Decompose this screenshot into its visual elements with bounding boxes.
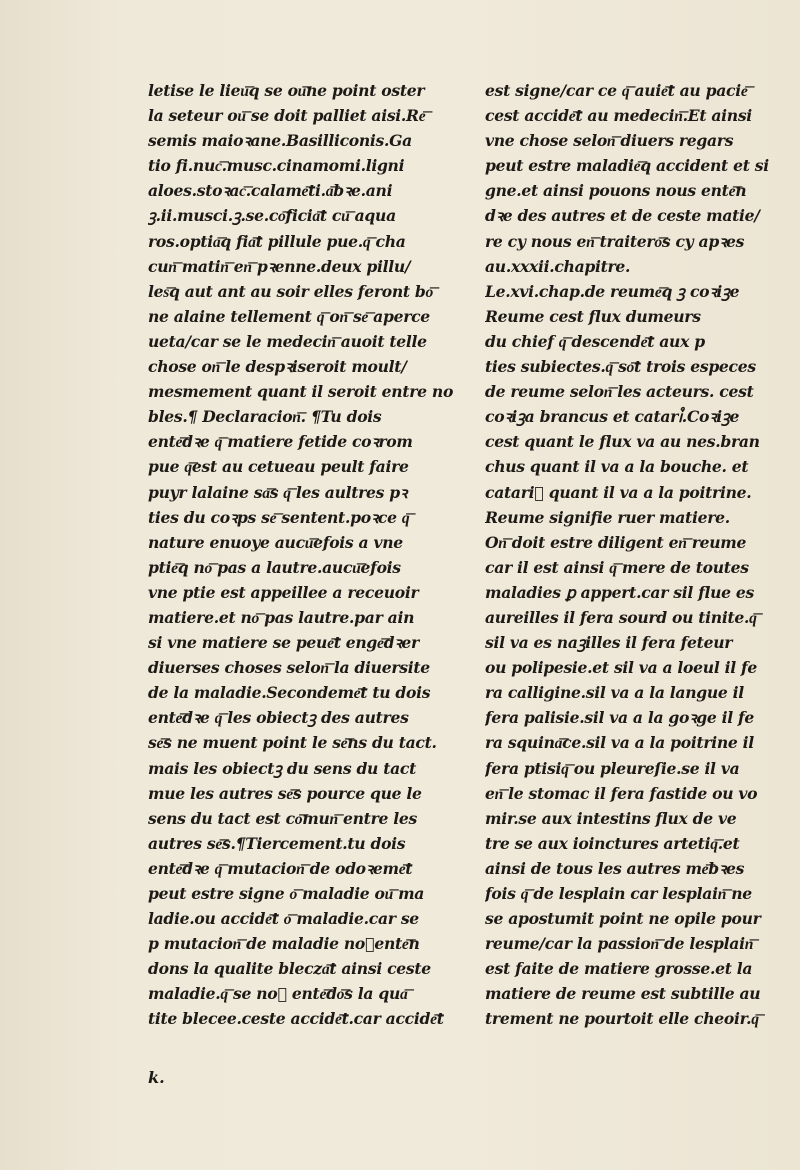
text-line: les͞q aut ant au soir elles feront bo͞: [148, 281, 434, 301]
text-line: dons la qualite blecza͞t ainsi ceste: [148, 959, 431, 979]
text-line: est signe/car ce q͞ auie͞t au pacie͞: [485, 81, 748, 100]
text-line: ente͞dꝛe q͞ matiere fetide coꝛrom: [148, 432, 413, 452]
text-line: ties subiectes.q͞ so͞t trois especes: [485, 357, 756, 377]
text-line: en͞ le stomac il fera fastide ou vo: [485, 783, 758, 803]
text-line: vne chose selon͞ diuers regars: [485, 131, 734, 151]
text-line: sens du tact est co͞mun͞ entre les: [148, 808, 417, 828]
text-line: est faite de matiere grosse.et la: [485, 959, 753, 979]
text-line: mue les autres se͞s pource que le: [148, 783, 422, 803]
text-line: mir.se aux intestins flux de ve: [485, 808, 737, 828]
text-line: sil va es naꝫilles il fera feteur: [485, 633, 733, 653]
text-line: fera palisie.sil va a la goꝛge il fe: [485, 708, 754, 728]
text-line: ties du coꝛps se͞ sentent.poꝛce q͞: [148, 507, 410, 527]
text-line: tite blecee.ceste accide͞t.car accide͞t: [148, 1009, 444, 1029]
text-line: ladie.ou accide͞t o͞ maladie.car se: [148, 909, 419, 929]
left-text-column: [148, 78, 473, 1032]
text-line: ueta/car se le medecin͞ auoit telle: [148, 331, 427, 351]
text-line: nature enuoye aucu͞efois a vne: [148, 532, 403, 552]
text-line: ros.optia͞q fia͞t pillule pue.q͞ cha: [148, 231, 406, 251]
text-line: gne.et ainsi pouons nous ente͞n: [485, 181, 747, 201]
text-line: mesmement quant il seroit entre no: [148, 382, 454, 402]
text-line: vne ptie est appeillee a receuoir: [148, 582, 419, 602]
text-line: autres se͞s.¶Tiercement.tu dois: [148, 833, 406, 853]
text-line: ꝫ.ii.musci.ꝫ.se.co͞ficia͞t cu͞ aqua: [148, 206, 396, 226]
text-line: re cy nous en͞ traitero͞s cy apꝛes: [485, 231, 745, 251]
signature-mark: k.: [148, 1068, 165, 1087]
text-line: cest quant le flux va au nes.bran: [485, 432, 760, 452]
text-line: maladies ꝑ appert.car sil flue es: [485, 582, 755, 602]
text-line: coꝛiꝫa brancus et catari᷒.Coꝛiꝫe: [485, 407, 740, 427]
text-line: chose on͞ le despꝛiseroit moult/: [148, 357, 407, 377]
text-line: bles.¶ Declaracion͞. ¶Tu dois: [148, 407, 382, 427]
text-line: mais les obiectꝫ du sens du tact: [148, 758, 417, 778]
text-line: ptie͞q no͞ pas a lautre.aucu͞efois: [148, 557, 401, 577]
right-text-column: [485, 78, 795, 1032]
text-line: de la maladie.Secondeme͞t tu dois: [148, 683, 431, 703]
text-line: peut estre signe o͞ maladie ou͞ ma: [148, 884, 425, 903]
text-line: reume/car la passion͞ de lesplain͞: [485, 934, 754, 954]
text-line: Le.xvi.chap.de reume͞q ꝫ coꝛiꝫe: [485, 281, 740, 301]
text-line: fois q͞ de lesplain car lesplain͞ ne: [485, 884, 752, 903]
text-line: On͞ doit estre diligent en͞ reume: [485, 532, 747, 552]
text-line: cest accide͞t au medecin͞.Et ainsi: [485, 106, 752, 126]
text-line: diuerses choses selon͞ la diuersite: [148, 658, 430, 678]
text-line: ainsi de tous les autres me͞bꝛes: [485, 858, 745, 878]
text-line: aloes.stoꝛac͞.calame͞ti.a͞bꝛe.ani: [148, 181, 393, 201]
text-line: matiere.et no͞ pas lautre.par ain: [148, 607, 415, 627]
text-line: ou polipesie.et sil va a loeul il fe: [485, 658, 757, 678]
text-line: ente͞dꝛe q͞ les obiectꝫ des autres: [148, 708, 409, 728]
text-line: se͞s ne muent point le se͞ns du tact.: [148, 733, 437, 753]
text-line: du chief q͞ descende͞t aux p: [485, 331, 705, 351]
text-line: ente͞dꝛe q͞ mutacion͞ de odoꝛeme͞t: [148, 858, 413, 878]
text-line: de reume selon͞ les acteurs. cest: [485, 382, 754, 402]
text-line: trement ne pourtoit elle cheoir.q͞: [485, 1009, 759, 1029]
text-line: cun͞ matin͞ en͞ pꝛenne.deux pillu/: [148, 256, 411, 276]
text-line: Reume cest flux dumeurs: [485, 306, 701, 326]
text-line: se apostumit point ne opile pour: [485, 909, 761, 929]
text-line: puyr lalaine sa͞s q͞ les aultres pꝛ: [148, 482, 407, 502]
text-line: semis maioꝛane.Basilliconis.Ga: [148, 131, 412, 151]
text-line: matiere de reume est subtille au: [485, 984, 761, 1004]
text-line: peut estre maladie͞q accident et si: [485, 156, 769, 176]
text-line: la seteur ou͞ se doit palliet aisi.Re͞: [148, 106, 426, 126]
text-line: ra squina͞ce.sil va a la poitrine il: [485, 733, 754, 753]
text-line: aureilles il fera sourd ou tinite.q͞: [485, 607, 757, 627]
text-line: au.xxxii.chapitre.: [485, 256, 631, 276]
text-line: pue q͞est au cetueau peult faire: [148, 457, 409, 477]
text-line: letise le lieu͞q se ou͞ne point oster: [148, 81, 425, 100]
text-line: car il est ainsi q͞ mere de toutes: [485, 557, 749, 577]
text-line: p mutacion͞ de maladie no᷒ente͞n: [148, 934, 420, 954]
text-line: dꝛe des autres et de ceste matie/: [485, 206, 760, 226]
text-line: ne alaine tellement q͞ on͞ se͞ aperce: [148, 306, 430, 326]
text-line: tre se aux ioinctures artetiq͞.et: [485, 833, 740, 853]
text-line: maladie.q͞ se no᷒ ente͞do͞s la qua͞: [148, 984, 408, 1004]
text-line: si vne matiere se peue͞t enge͞dꝛer: [148, 633, 419, 653]
text-line: tio fi.nuc͞.musc.cinamomi.ligni: [148, 156, 405, 176]
text-line: Reume signifie ruer matiere.: [485, 507, 730, 527]
text-line: catari᷒ quant il va a la poitrine.: [485, 482, 752, 502]
text-line: chus quant il va a la bouche. et: [485, 457, 749, 477]
text-line: fera ptisiq͞ ou pleureſie.se il va: [485, 758, 740, 778]
text-line: ra calligine.sil va a la langue il: [485, 683, 744, 703]
